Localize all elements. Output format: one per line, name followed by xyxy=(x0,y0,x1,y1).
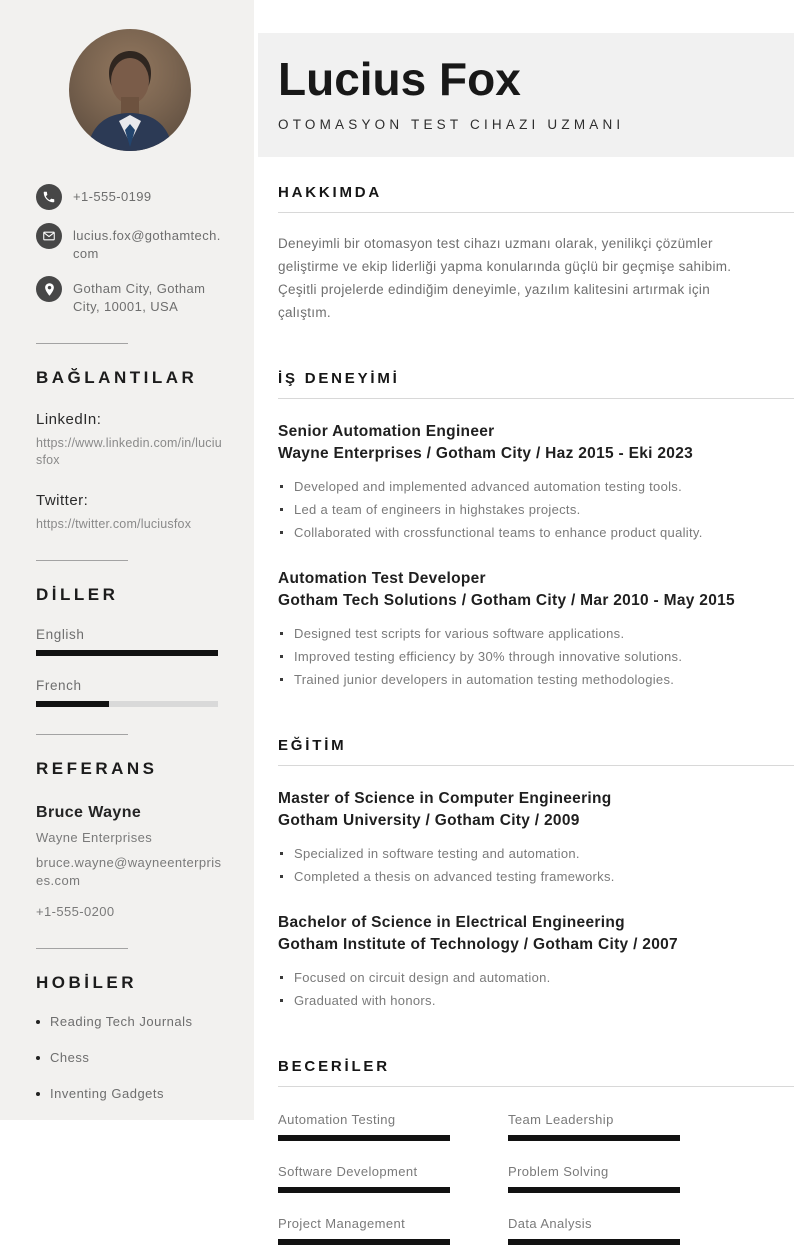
experience-heading: İŞ DENEYİMİ xyxy=(278,369,400,387)
degree-meta: Gotham University / Gotham City / 2009 xyxy=(278,811,580,829)
profile-photo-silhouette xyxy=(69,29,191,151)
reference-phone: +1-555-0200 xyxy=(36,904,115,919)
skill-item xyxy=(278,1112,450,1141)
skill-name: Software Development xyxy=(278,1163,418,1179)
sidebar-divider xyxy=(36,560,128,561)
job-bullet: Designed test scripts for various software applications. xyxy=(278,622,794,645)
reference-heading: REFERANS xyxy=(36,759,158,778)
section-rule xyxy=(278,765,794,766)
sidebar-divider xyxy=(36,734,128,735)
reference-block xyxy=(36,804,224,921)
job-title: Senior Automation Engineer xyxy=(278,422,495,440)
language-level-bar xyxy=(36,650,218,656)
degree-bullets xyxy=(278,966,794,1012)
language-item xyxy=(36,627,224,656)
link-item-twitter xyxy=(36,492,224,533)
degree-bullets xyxy=(278,842,794,888)
section-about xyxy=(278,184,794,324)
link-label: LinkedIn: xyxy=(36,411,102,428)
skills-grid xyxy=(278,1112,794,1245)
envelope-icon xyxy=(36,223,62,249)
map-pin-icon xyxy=(36,276,62,302)
contact-location-row xyxy=(36,276,224,316)
sidebar xyxy=(0,0,254,1120)
skill-name: Data Analysis xyxy=(508,1215,592,1231)
job-bullet: Developed and implemented advanced automation testing tools. xyxy=(278,475,794,498)
person-name: Lucius Fox xyxy=(278,53,521,105)
sidebar-divider xyxy=(36,343,128,344)
education-heading: EĞİTİM xyxy=(278,736,347,754)
job-bullets xyxy=(278,622,794,691)
skill-item xyxy=(508,1164,680,1193)
skill-underline-bar xyxy=(278,1187,450,1193)
skill-item xyxy=(508,1216,680,1245)
link-label: Twitter: xyxy=(36,492,89,509)
skill-underline-bar xyxy=(508,1187,680,1193)
hobby-item: Chess xyxy=(36,1050,224,1065)
link-url[interactable]: https://www.linkedin.com/in/luciusfox xyxy=(36,436,222,467)
reference-name: Bruce Wayne xyxy=(36,804,142,821)
phone-icon xyxy=(36,184,62,210)
contact-email[interactable]: lucius.fox@gothamtech.com xyxy=(73,228,221,261)
job-meta: Wayne Enterprises / Gotham City / Haz 2015 - Eki 2023 xyxy=(278,444,694,462)
reference-company: Wayne Enterprises xyxy=(36,830,153,845)
skill-item xyxy=(278,1216,450,1245)
experience-entry xyxy=(278,568,794,691)
job-meta: Gotham Tech Solutions / Gotham City / Mar 2010 - May 2015 xyxy=(278,591,735,609)
section-education xyxy=(278,737,794,1012)
skills-heading: BECERİLER xyxy=(278,1057,390,1075)
degree-title: Master of Science in Computer Engineering xyxy=(278,789,612,807)
degree-bullet: Graduated with honors. xyxy=(278,989,794,1012)
language-level-track xyxy=(36,650,218,656)
contact-location: Gotham City, Gotham City, 10001, USA xyxy=(73,281,206,314)
job-bullet: Improved testing efficiency by 30% through innovative solutions. xyxy=(278,645,794,668)
job-title: Automation Test Developer xyxy=(278,569,486,587)
job-bullets xyxy=(278,475,794,544)
about-text: Deneyimli bir otomasyon test cihazı uzmanı olarak, yenilikçi çözümler geliştirme ve ekip liderliği yapma konularında güçlü bir geçmişe sahibim. Çeşitli projelerde edindiğim deneyimle, yazılım kalitesini artırmak için çalıştım. xyxy=(278,235,732,320)
hobby-item: Reading Tech Journals xyxy=(36,1014,224,1029)
job-bullet: Trained junior developers in automation testing methodologies. xyxy=(278,668,794,691)
links-heading: BAĞLANTILAR xyxy=(36,368,198,387)
link-item-linkedin xyxy=(36,411,224,469)
skill-item xyxy=(278,1164,450,1193)
job-bullet: Collaborated with crossfunctional teams to enhance product quality. xyxy=(278,521,794,544)
section-rule xyxy=(278,1086,794,1087)
education-entry xyxy=(278,912,794,1012)
contact-phone: +1-555-0199 xyxy=(73,189,152,204)
contact-email-row xyxy=(36,223,224,263)
skill-underline-bar xyxy=(508,1135,680,1141)
link-url[interactable]: https://twitter.com/luciusfox xyxy=(36,517,192,531)
section-rule xyxy=(278,398,794,399)
skill-name: Problem Solving xyxy=(508,1163,609,1179)
reference-email[interactable]: bruce.wayne@wayneenterprises.com xyxy=(36,855,222,888)
header-band xyxy=(258,33,794,157)
section-experience xyxy=(278,370,794,691)
skill-name: Team Leadership xyxy=(508,1111,614,1127)
skill-name: Project Management xyxy=(278,1215,406,1231)
job-bullet: Led a team of engineers in highstakes projects. xyxy=(278,498,794,521)
sidebar-divider xyxy=(36,948,128,949)
language-item xyxy=(36,678,224,707)
experience-entry xyxy=(278,421,794,544)
language-level-bar xyxy=(36,701,109,707)
degree-bullet: Completed a thesis on advanced testing frameworks. xyxy=(278,865,794,888)
section-skills xyxy=(278,1058,794,1245)
degree-title: Bachelor of Science in Electrical Engineering xyxy=(278,913,625,931)
degree-bullet: Focused on circuit design and automation. xyxy=(278,966,794,989)
content-column xyxy=(254,184,794,1245)
skill-underline-bar xyxy=(278,1239,450,1245)
hobbies-heading: HOBİLER xyxy=(36,973,137,992)
contact-block xyxy=(36,184,224,316)
language-name: French xyxy=(36,678,82,693)
contact-phone-row xyxy=(36,184,224,210)
about-heading: HAKKIMDA xyxy=(278,183,383,201)
skill-name: Automation Testing xyxy=(278,1111,396,1127)
degree-meta: Gotham Institute of Technology / Gotham City / 2007 xyxy=(278,935,678,953)
languages-heading: DİLLER xyxy=(36,585,119,604)
skill-item xyxy=(508,1112,680,1141)
degree-bullet: Specialized in software testing and automation. xyxy=(278,842,794,865)
hobbies-list xyxy=(36,1014,224,1101)
main-content xyxy=(254,0,794,1231)
section-rule xyxy=(278,212,794,213)
skill-underline-bar xyxy=(278,1135,450,1141)
education-entry xyxy=(278,788,794,888)
hobby-item: Inventing Gadgets xyxy=(36,1086,224,1101)
language-level-track xyxy=(36,701,218,707)
person-job-title: OTOMASYON TEST CIHAZI UZMANI xyxy=(278,116,625,132)
skill-underline-bar xyxy=(508,1239,680,1245)
language-name: English xyxy=(36,627,85,642)
profile-photo xyxy=(69,29,191,151)
